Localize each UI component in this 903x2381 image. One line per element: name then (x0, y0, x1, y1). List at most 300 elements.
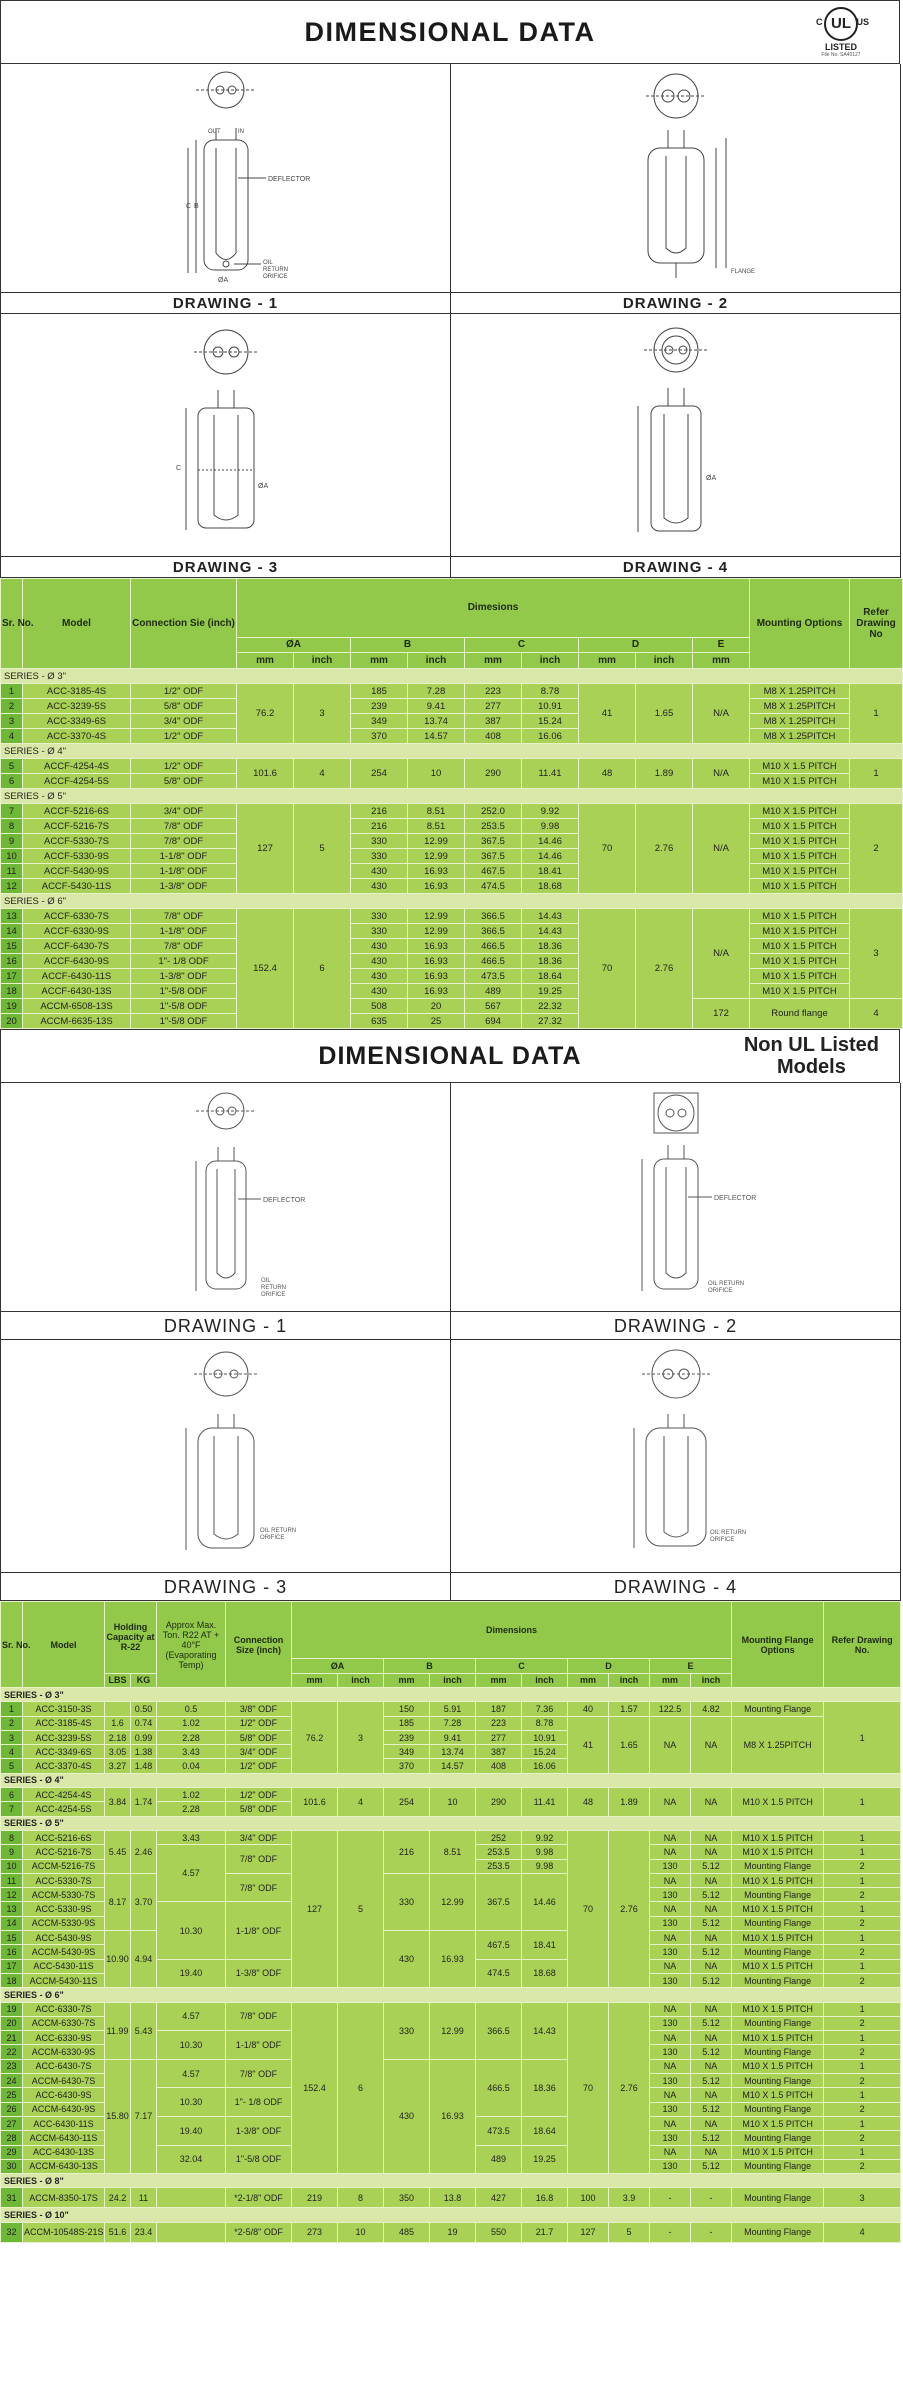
table-cell: 16.93 (408, 939, 465, 954)
table-row (1, 2059, 901, 2073)
unit-header: inch (430, 1673, 476, 1687)
table-cell: 15.24 (522, 1745, 568, 1759)
table-cell: 330 (351, 849, 408, 864)
table-cell: 2 (824, 2131, 901, 2145)
model: ACCM-6635-13S (23, 1014, 131, 1029)
sr-no: 14 (1, 924, 23, 939)
sr-no: 18 (1, 984, 23, 999)
table-cell: 14.43 (522, 909, 579, 924)
unit-header: KG (131, 1673, 157, 1687)
model: ACC-3370-4S (23, 1759, 105, 1773)
series-header: SERIES - Ø 6" (1, 894, 903, 909)
model: ACC-6430-13S (23, 2145, 105, 2159)
table-cell: 130 (650, 2045, 691, 2059)
table-cell: Mounting Flange (732, 1945, 824, 1959)
table-cell: 290 (465, 759, 522, 789)
series-header: SERIES - Ø 4" (1, 744, 903, 759)
sr-no: 22 (1, 2045, 23, 2059)
table-cell: M10 X 1.5 PITCH (750, 924, 850, 939)
table-cell: 185 (351, 684, 408, 699)
table-cell: NA (691, 2088, 732, 2102)
table-cell: M10 X 1.5 PITCH (750, 819, 850, 834)
sr-no: 32 (1, 2222, 23, 2242)
table-cell: 18.41 (522, 1931, 568, 1960)
table-cell: 349 (384, 1745, 430, 1759)
table-cell: M10 X 1.5 PITCH (750, 834, 850, 849)
table-cell: 11 (131, 2188, 157, 2208)
table-cell: NA (691, 1873, 732, 1887)
table-cell: 467.5 (476, 1931, 522, 1960)
table-cell: 0.50 (131, 1702, 157, 1716)
table-cell: 4.57 (157, 1845, 226, 1902)
table-cell: 2.18 (105, 1730, 131, 1744)
table-cell: 14.57 (408, 729, 465, 744)
table-cell: 185 (384, 1716, 430, 1730)
table-cell: 18.41 (522, 864, 579, 879)
svg-text:IN: IN (237, 129, 244, 135)
table-row (1, 909, 903, 924)
table-cell: 10.30 (157, 1902, 226, 1959)
table-cell: 223 (476, 1716, 522, 1730)
table-cell: 7/8" ODF (131, 939, 237, 954)
sr-no: 25 (1, 2088, 23, 2102)
table-cell: 5.12 (691, 2102, 732, 2116)
table-cell: 18.36 (522, 2059, 568, 2116)
table-row (1, 1716, 901, 1730)
table-cell: 408 (465, 729, 522, 744)
model: ACCF-6430-13S (23, 984, 131, 999)
table-cell: 1-3/8" ODF (131, 969, 237, 984)
unit-header: inch (408, 653, 465, 669)
table-cell: 1 (824, 1702, 901, 1773)
svg-text:ØA: ØA (705, 475, 716, 482)
table-cell: Mounting Flange (732, 2074, 824, 2088)
table-cell: 3/4" ODF (226, 1745, 292, 1759)
table-cell: 1.89 (636, 759, 693, 789)
table-cell: 252.0 (465, 804, 522, 819)
col-header: Mounting Options (750, 579, 850, 669)
table-cell: 187 (476, 1702, 522, 1716)
accumulator-drawing-icon (1, 314, 450, 556)
table-cell: M10 X 1.5 PITCH (750, 864, 850, 879)
table-cell: Mounting Flange (732, 1702, 824, 1716)
table-cell: M10 X 1.5 PITCH (732, 1931, 824, 1945)
table-cell: M10 X 1.5 PITCH (732, 2145, 824, 2159)
non-ul-line-2: Models (776, 1056, 846, 1078)
table-cell: 330 (351, 924, 408, 939)
drawing-caption: DRAWING - 2 (451, 1311, 900, 1339)
table-cell: 1.57 (609, 1702, 650, 1716)
table-cell: NA (650, 1845, 691, 1859)
table-cell: 18.64 (522, 2116, 568, 2145)
drawing-3-cell (1, 314, 451, 578)
table-cell: 19 (430, 2222, 476, 2242)
sr-no: 2 (1, 1716, 23, 1730)
table-cell: Mounting Flange (732, 2016, 824, 2030)
sr-no: 20 (1, 2016, 23, 2030)
table-cell: 635 (351, 1014, 408, 1029)
col-header: Holding Capacity at R-22 (105, 1602, 157, 1674)
table-cell: 122.5 (650, 1702, 691, 1716)
table-cell: 18.68 (522, 879, 579, 894)
drawings-grid-1 (0, 64, 900, 578)
table-row (1, 984, 903, 999)
table-cell: 1.65 (609, 1716, 650, 1773)
accumulator-drawing-icon (451, 64, 900, 292)
table-row (1, 1873, 901, 1887)
table-cell: 3/8" ODF (226, 1702, 292, 1716)
table-cell: 1 (850, 684, 903, 744)
table-cell: M8 X 1.25PITCH (750, 684, 850, 699)
table-cell: 1 (824, 2088, 901, 2102)
series-header: SERIES - Ø 6" (1, 1988, 901, 2002)
table-cell: 1/2" ODF (131, 684, 237, 699)
table-cell: 10 (430, 1788, 476, 1817)
table-cell: 127 (237, 804, 294, 894)
table-cell: 4 (850, 999, 903, 1029)
table-cell: 1 (824, 2116, 901, 2130)
table-cell: 3.43 (157, 1745, 226, 1759)
table-cell: 5.12 (691, 2045, 732, 2059)
table-cell: 330 (384, 2002, 430, 2059)
table-cell: NA (691, 1845, 732, 1859)
table-cell: 3 (824, 2188, 901, 2208)
unit-header: mm (237, 653, 294, 669)
table-cell: 10 (408, 759, 465, 789)
table-row (1, 729, 903, 744)
drawing-1-cell (1, 64, 451, 314)
series-header: SERIES - Ø 3" (1, 1688, 901, 1702)
table-cell: 10.90 (105, 1931, 131, 1988)
table-cell: 19.40 (157, 2116, 226, 2145)
model: ACC-3185-4S (23, 684, 131, 699)
table-cell: 8.78 (522, 684, 579, 699)
model: ACCM-6330-9S (23, 2045, 105, 2059)
table-cell: 1 (824, 1873, 901, 1887)
table-cell: NA (691, 2002, 732, 2016)
model: ACCF-5430-9S (23, 864, 131, 879)
unit-header: inch (338, 1673, 384, 1687)
table-cell: 273 (292, 2222, 338, 2242)
table-cell: 7/8" ODF (131, 819, 237, 834)
table-cell: M10 X 1.5 PITCH (750, 759, 850, 774)
table-cell: 9.98 (522, 1859, 568, 1873)
table-cell: 216 (384, 1830, 430, 1873)
sr-no: 12 (1, 879, 23, 894)
unit-header: inch (522, 1673, 568, 1687)
table-cell: 4.82 (691, 1702, 732, 1716)
table-cell: 9.92 (522, 804, 579, 819)
model: ACCF-6430-9S (23, 954, 131, 969)
model: ACCF-6330-9S (23, 924, 131, 939)
model: ACC-6430-11S (23, 2116, 105, 2130)
sr-no: 15 (1, 939, 23, 954)
accumulator-drawing-icon (1, 64, 450, 292)
table-cell: 1-3/8" ODF (131, 879, 237, 894)
table-cell: 1-1/8" ODF (131, 864, 237, 879)
table-cell: 18.64 (522, 969, 579, 984)
table-cell: 1 (824, 1931, 901, 1945)
table-cell: 130 (650, 2159, 691, 2173)
table-cell: 350 (384, 2188, 430, 2208)
table-cell: 12.99 (430, 2002, 476, 2059)
table-cell: 0.99 (131, 1730, 157, 1744)
unit-header: inch (294, 653, 351, 669)
table-cell: NA (650, 1931, 691, 1945)
unit-header: inch (691, 1673, 732, 1687)
table-cell: 7/8" ODF (226, 2002, 292, 2031)
table-cell: 366.5 (465, 924, 522, 939)
table-cell: 216 (351, 804, 408, 819)
sr-no: 1 (1, 684, 23, 699)
table-cell: - (691, 2188, 732, 2208)
table-cell: NA (691, 2031, 732, 2045)
table-cell: 1/2" ODF (131, 759, 237, 774)
model: ACC-6430-9S (23, 2088, 105, 2102)
col-header: Refer Drawing No. (824, 1602, 901, 1688)
table-cell: 290 (476, 1788, 522, 1817)
table-cell: 9.98 (522, 1845, 568, 1859)
dimensions-table-non-ul (0, 1601, 901, 2243)
unit-header: mm (384, 1673, 430, 1687)
table-row (1, 864, 903, 879)
table-row (1, 1931, 901, 1945)
table-cell: 19.40 (157, 1959, 226, 1988)
model: ACCM-6430-13S (23, 2159, 105, 2173)
table-row (1, 969, 903, 984)
sr-no: 7 (1, 804, 23, 819)
table-cell: 567 (465, 999, 522, 1014)
sr-no: 26 (1, 2102, 23, 2116)
table-cell: 1 (850, 759, 903, 789)
table-cell: 41 (579, 684, 636, 744)
sr-no: 28 (1, 2131, 23, 2145)
table-cell: 4.57 (157, 2059, 226, 2088)
model: ACCM-6430-11S (23, 2131, 105, 2145)
table-cell: 70 (579, 804, 636, 894)
drawing-1-cell (1, 1083, 451, 1340)
sr-no: 23 (1, 2059, 23, 2073)
page-title: DIMENSIONAL DATA (304, 16, 596, 47)
table-cell: 1-1/8" ODF (131, 924, 237, 939)
svg-text:C: C (185, 203, 191, 210)
table-cell: 16.93 (408, 954, 465, 969)
table-cell: 485 (384, 2222, 430, 2242)
table-cell: 252 (476, 1830, 522, 1844)
svg-text:DEFLECTOR: DEFLECTOR (262, 1197, 305, 1204)
sr-no: 14 (1, 1916, 23, 1930)
table-cell: 1 (824, 2031, 901, 2045)
table-cell: 130 (650, 2131, 691, 2145)
sr-no: 19 (1, 2002, 23, 2016)
table-cell: 367.5 (465, 834, 522, 849)
header-ul (0, 0, 900, 64)
table-cell: 254 (384, 1788, 430, 1817)
table-cell: Mounting Flange (732, 1973, 824, 1987)
table-cell: 5.12 (691, 2159, 732, 2173)
table-cell: 1 (824, 1830, 901, 1844)
table-cell: Round flange (750, 999, 850, 1029)
table-cell: 370 (351, 729, 408, 744)
table-cell: 27.32 (522, 1014, 579, 1029)
col-header: Connection Size (inch) (226, 1602, 292, 1688)
table-cell: M10 X 1.5 PITCH (750, 969, 850, 984)
svg-text:OIL RETURN: OIL RETURN (709, 1529, 746, 1536)
table-cell: 1 (824, 1845, 901, 1859)
table-cell: 7.28 (430, 1716, 476, 1730)
table-cell: 1.38 (131, 1745, 157, 1759)
table-cell: NA (691, 1716, 732, 1773)
model: ACCF-5330-9S (23, 849, 131, 864)
svg-text:OUT: OUT (207, 129, 221, 135)
table-cell: 5.12 (691, 1916, 732, 1930)
table-cell: 51.6 (105, 2222, 131, 2242)
table-cell: 4.94 (131, 1931, 157, 1988)
table-cell: 466.5 (465, 939, 522, 954)
table-cell: 366.5 (476, 2002, 522, 2059)
table-cell: 508 (351, 999, 408, 1014)
table-cell: 10.30 (157, 2031, 226, 2060)
unit-header: mm (568, 1673, 609, 1687)
table-cell: 3.84 (105, 1788, 131, 1817)
sr-no: 9 (1, 1845, 23, 1859)
accumulator-drawing-icon (451, 1083, 900, 1311)
table-cell (157, 2188, 226, 2208)
model: ACC-3349-6S (23, 714, 131, 729)
sr-no: 11 (1, 864, 23, 879)
sr-no: 5 (1, 759, 23, 774)
table-cell: 9.41 (430, 1730, 476, 1744)
table-cell: 7.28 (408, 684, 465, 699)
table-cell: NA (650, 1830, 691, 1844)
model: ACCF-6430-7S (23, 939, 131, 954)
table-cell: 5/8" ODF (131, 699, 237, 714)
model: ACC-3370-4S (23, 729, 131, 744)
series-header: SERIES - Ø 8" (1, 2174, 901, 2188)
table-cell: 11.99 (105, 2002, 131, 2059)
table-cell: 20 (408, 999, 465, 1014)
table-cell: 2 (824, 2016, 901, 2030)
table-cell: 13.8 (430, 2188, 476, 2208)
table-cell: 430 (351, 939, 408, 954)
model: ACCF-6330-7S (23, 909, 131, 924)
table-cell: 2 (824, 1945, 901, 1959)
table-cell: NA (650, 1902, 691, 1916)
table-cell: 1-1/8" ODF (226, 1902, 292, 1959)
table-cell: 48 (579, 759, 636, 789)
table-cell: NA (691, 2116, 732, 2130)
table-cell: 253.5 (476, 1845, 522, 1859)
table-cell: M10 X 1.5 PITCH (732, 1959, 824, 1973)
drawing-caption: DRAWING - 1 (1, 292, 450, 313)
table-cell: Mounting Flange (732, 1859, 824, 1873)
col-header: ØA (237, 637, 351, 653)
table-cell: 18.36 (522, 939, 579, 954)
table-cell: 12.99 (408, 909, 465, 924)
table-cell: N/A (693, 759, 750, 789)
svg-text:FLANGE: FLANGE (730, 269, 755, 275)
table-cell: 3.9 (609, 2188, 650, 2208)
table-cell: 1/2" ODF (226, 1788, 292, 1802)
table-cell: 19.25 (522, 984, 579, 999)
table-cell: 130 (650, 2016, 691, 2030)
col-header: C (476, 1659, 568, 1674)
model: ACCF-5430-11S (23, 879, 131, 894)
table-cell: 41 (568, 1716, 609, 1773)
table-cell: 1.74 (131, 1788, 157, 1817)
table-cell: 6 (338, 2002, 384, 2174)
table-cell: 19.25 (522, 2145, 568, 2174)
table-cell: M10 X 1.5 PITCH (732, 1845, 824, 1859)
sr-no: 7 (1, 1802, 23, 1816)
table-cell: 1"- 1/8 ODF (226, 2088, 292, 2117)
sr-no: 1 (1, 1702, 23, 1716)
col-header: E (693, 637, 750, 653)
table-cell: 1.02 (157, 1788, 226, 1802)
model: ACC-5330-7S (23, 1873, 105, 1887)
table-cell: 370 (384, 1759, 430, 1773)
table-cell: 101.6 (237, 759, 294, 789)
model: ACCF-5330-7S (23, 834, 131, 849)
sr-no: 18 (1, 1973, 23, 1987)
table-cell: - (650, 2222, 691, 2242)
table-cell: 5/8" ODF (226, 1730, 292, 1744)
table-cell: 21.7 (522, 2222, 568, 2242)
table-cell: 2 (850, 804, 903, 894)
table-cell: Mounting Flange (732, 2045, 824, 2059)
table-cell: 4.57 (157, 2002, 226, 2031)
table-cell: M10 X 1.5 PITCH (732, 1788, 824, 1817)
svg-text:ORIFICE: ORIFICE (707, 1288, 732, 1294)
table-cell: 6 (294, 909, 351, 1029)
table-cell: 239 (351, 699, 408, 714)
table-cell: Mounting Flange (732, 2159, 824, 2173)
table-cell: 2.76 (609, 2002, 650, 2174)
table-cell: 3/4" ODF (131, 804, 237, 819)
svg-text:C: C (175, 465, 181, 472)
table-cell: 76.2 (237, 684, 294, 744)
unit-header: inch (636, 653, 693, 669)
table-cell: 130 (650, 1859, 691, 1873)
table-cell: 366.5 (465, 909, 522, 924)
table-cell: Mounting Flange (732, 1888, 824, 1902)
unit-header: mm (476, 1673, 522, 1687)
svg-text:ORIFICE: ORIFICE (262, 274, 287, 280)
model: ACCF-6430-11S (23, 969, 131, 984)
model: ACC-5430-9S (23, 1931, 105, 1945)
col-header: Mounting Flange Options (732, 1602, 824, 1688)
sr-no: 2 (1, 699, 23, 714)
table-cell: 7/8" ODF (226, 2059, 292, 2088)
header-non-ul (0, 1029, 900, 1083)
svg-text:DEFLECTOR: DEFLECTOR (267, 176, 310, 183)
table-cell: NA (691, 2145, 732, 2159)
drawing-caption: DRAWING - 1 (1, 1311, 450, 1339)
table-cell: ACCM-8350-17S (23, 2188, 105, 2208)
unit-header: LBS (105, 1673, 131, 1687)
table-cell: 7.36 (522, 1702, 568, 1716)
table-cell: 152.4 (237, 909, 294, 1029)
table-cell: 16.93 (408, 969, 465, 984)
drawing-4-cell (451, 314, 901, 578)
table-cell: 1 (824, 2059, 901, 2073)
table-cell: 330 (351, 909, 408, 924)
table-cell: 474.5 (476, 1959, 522, 1988)
unit-header: inch (609, 1673, 650, 1687)
sr-no: 21 (1, 2031, 23, 2045)
table-cell: 4 (824, 2222, 901, 2242)
table-cell: M10 X 1.5 PITCH (750, 984, 850, 999)
